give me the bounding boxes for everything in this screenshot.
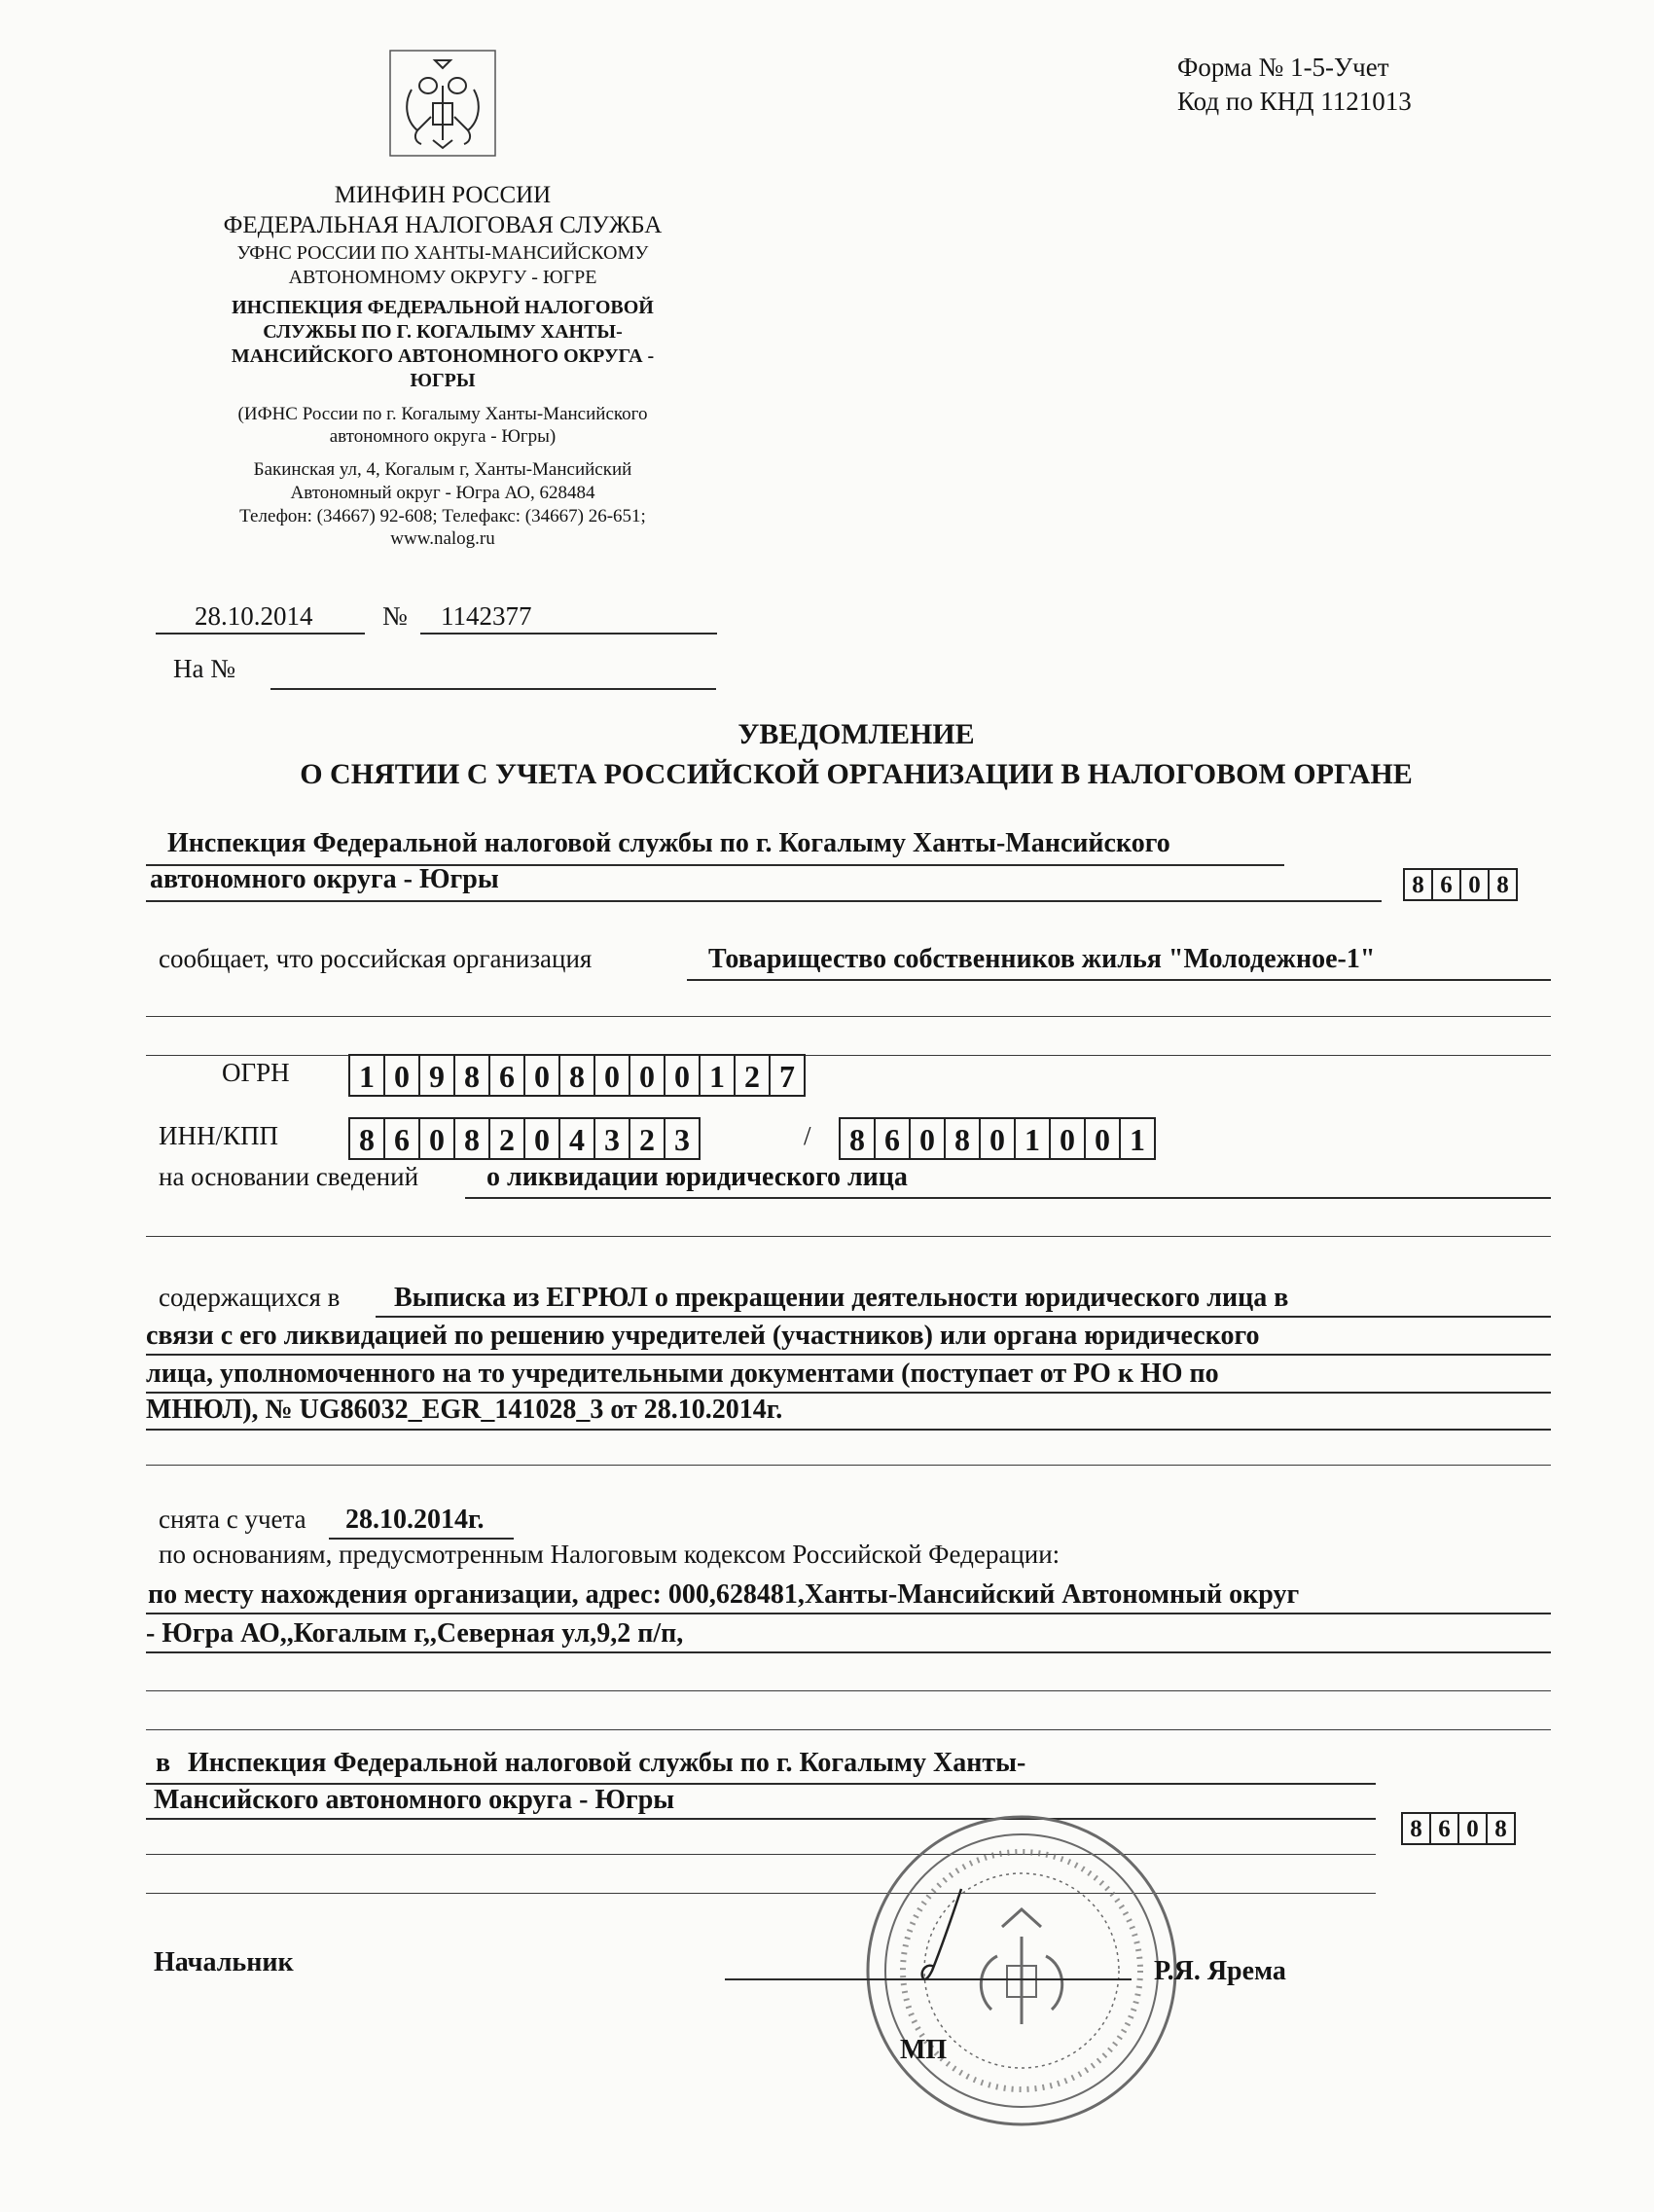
code-digit: 6 [1431, 1814, 1459, 1843]
location-underline [146, 1651, 1551, 1653]
form-code [1177, 51, 1412, 119]
contained-label: содержащихся в [159, 1283, 341, 1312]
kpp-digit: 8 [946, 1119, 981, 1158]
inspection-line: ЮГРЫ [410, 369, 476, 391]
contained-line1: Выписка из ЕГРЮЛ о прекращении деятельности юридического лица в [394, 1283, 1289, 1313]
contained-underline [146, 1429, 1551, 1431]
in-authority-extra-line [146, 1893, 1376, 1894]
reply-underline [270, 688, 716, 690]
in-authority-line1: Инспекция Федеральной налоговой службы по г. Когалыму Ханты- [188, 1748, 1026, 1778]
ogrn-digit: 0 [630, 1056, 665, 1095]
ufns-line: УФНС РОССИИ ПО ХАНТЫ-МАНСИЙСКОМУ [236, 241, 649, 264]
code-digit: 6 [1433, 870, 1461, 899]
ogrn-boxes [348, 1054, 806, 1097]
service-name: ФЕДЕРАЛЬНАЯ НАЛОГОВАЯ СЛУЖБА [223, 212, 663, 239]
location-extra-line [146, 1690, 1551, 1691]
deregistered-label: снята с учета [159, 1505, 306, 1534]
kpp-digit: 1 [1016, 1119, 1051, 1158]
ogrn-digit: 7 [779, 1059, 795, 1094]
kpp-digit: 0 [981, 1119, 1016, 1158]
ogrn-digit: 8 [455, 1056, 490, 1095]
short-name-line: автономного округа - Югры) [329, 426, 557, 448]
basis-extra-line [146, 1236, 1551, 1237]
address-line: www.nalog.ru [390, 528, 495, 550]
form-number: Форма № 1-5-Учет [1177, 53, 1389, 82]
ogrn-digit: 9 [420, 1056, 455, 1095]
ogrn-digit: 0 [595, 1056, 630, 1095]
ogrn-digit: 1 [701, 1056, 736, 1095]
location-underline [146, 1613, 1551, 1614]
code-digit: 8 [1405, 870, 1433, 899]
address-line: Автономный округ - Югра АО, 628484 [290, 482, 595, 503]
coat-of-arms-emblem [384, 47, 501, 162]
contained-line3: лица, уполномоченного на то учредительными документами (поступает от РО к НО по [146, 1359, 1219, 1389]
letter-date: 28.10.2014 [195, 601, 313, 631]
basis-label: на основании сведений [159, 1162, 419, 1191]
code-digit: 8 [1494, 1816, 1507, 1842]
letter-number: 1142377 [441, 601, 532, 631]
contained-extra-line [146, 1465, 1551, 1466]
seal-label: МП [900, 2035, 948, 2065]
contained-line4: МНЮЛ), № UG86032_EGR_141028_3 от 28.10.2014г. [146, 1395, 783, 1425]
inn-digit: 8 [350, 1119, 385, 1158]
inn-digit: 4 [560, 1119, 595, 1158]
basis-underline [465, 1197, 1551, 1199]
inn-digit: 2 [630, 1119, 665, 1158]
kpp-digit: 8 [841, 1119, 876, 1158]
date-underline [156, 633, 365, 635]
ogrn-digit: 0 [525, 1056, 560, 1095]
grounds-text: по основаниям, предусмотренным Налоговым кодексом Российской Федерации: [159, 1540, 1061, 1569]
issuer-header [180, 180, 705, 551]
document-title: УВЕДОМЛЕНИЕ [737, 718, 975, 750]
signer-name: Р.Я. Ярема [1154, 1956, 1286, 1986]
org-name: Товарищество собственников жилья "Молодежное-1" [708, 944, 1376, 974]
ogrn-digit: 0 [665, 1056, 701, 1095]
org-extra-line [146, 1016, 1551, 1017]
kpp-digit: 6 [876, 1119, 911, 1158]
reply-to-label: На № [173, 654, 235, 683]
authority-code-boxes [1403, 868, 1518, 901]
number-underline [420, 633, 717, 635]
address-line: Бакинская ул, 4, Когалым г, Ханты-Мансийский [253, 459, 632, 480]
inn-digit: 3 [595, 1119, 630, 1158]
ministry-name: МИНФИН РОССИИ [334, 182, 552, 208]
org-label: сообщает, что российская организация [159, 944, 593, 973]
inn-digit: 0 [525, 1119, 560, 1158]
kpp-digit: 0 [1051, 1119, 1086, 1158]
code-digit: 8 [1496, 872, 1509, 898]
inspection-line: СЛУЖБЫ ПО Г. КОГАЛЫМУ ХАНТЫ- [263, 320, 623, 343]
knd-code: Код по КНД 1121013 [1177, 87, 1412, 117]
in-authority-code-boxes [1401, 1812, 1516, 1845]
code-digit: 0 [1459, 1814, 1488, 1843]
contained-line2: связи с его ликвидацией по решению учредителей (участников) или органа юридического [146, 1321, 1260, 1351]
inn-digit: 0 [420, 1119, 455, 1158]
code-digit: 0 [1461, 870, 1490, 899]
inspection-line: ИНСПЕКЦИЯ ФЕДЕРАЛЬНОЙ НАЛОГОВОЙ [232, 296, 654, 318]
code-digit: 8 [1403, 1814, 1431, 1843]
org-underline [687, 979, 1551, 981]
in-authority-underline [146, 1818, 1376, 1820]
authority-name-line1: Инспекция Федеральной налоговой службы по г. Когалыму Ханты-Мансийского [167, 828, 1170, 858]
kpp-boxes [839, 1117, 1156, 1160]
location-line1: по месту нахождения организации, адрес: 000,628481,Ханты-Мансийский Автономный округ [148, 1579, 1300, 1610]
in-authority-line2: Мансийского автономного округа - Югры [154, 1785, 675, 1815]
inn-boxes [348, 1117, 701, 1160]
contained-underline [146, 1392, 1551, 1394]
ogrn-digit: 8 [560, 1056, 595, 1095]
location-line2: - Югра АО,,Когалым г,,Северная ул,9,2 п/п, [146, 1618, 684, 1649]
in-authority-extra-line [146, 1854, 1376, 1855]
inn-digit: 2 [490, 1119, 525, 1158]
contained-underline [146, 1354, 1551, 1356]
ogrn-digit: 0 [385, 1056, 420, 1095]
ogrn-digit: 6 [490, 1056, 525, 1095]
ogrn-digit: 1 [350, 1056, 385, 1095]
document-subtitle: О СНЯТИИ С УЧЕТА РОССИЙСКОЙ ОРГАНИЗАЦИИ В НАЛОГОВОМ ОРГАНЕ [300, 758, 1413, 790]
inn-digit: 6 [385, 1119, 420, 1158]
kpp-digit: 0 [911, 1119, 946, 1158]
inspection-line: МАНСИЙСКОГО АВТОНОМНОГО ОКРУГА - [231, 344, 655, 367]
authority-name-line2: автономного округа - Югры [150, 864, 499, 894]
handwritten-signature-icon [905, 1883, 973, 1990]
inn-digit: 8 [455, 1119, 490, 1158]
ogrn-digit: 2 [736, 1056, 771, 1095]
address-line: Телефон: (34667) 92-608; Телефакс: (34667) 26-651; [239, 505, 646, 526]
signer-position: Начальник [154, 1947, 294, 1977]
short-name-line: (ИФНС России по г. Когалыму Ханты-Мансийского [237, 403, 648, 424]
inn-digit: 3 [674, 1122, 690, 1157]
authority-underline [146, 900, 1382, 902]
ogrn-label: ОГРН [222, 1058, 290, 1087]
inn-kpp-label: ИНН/КПП [159, 1121, 279, 1150]
in-authority-prefix: в [156, 1748, 171, 1778]
deregistered-date: 28.10.2014г. [345, 1505, 485, 1535]
number-sign: № [382, 601, 408, 631]
kpp-digit: 1 [1130, 1122, 1145, 1157]
inn-kpp-separator: / [804, 1121, 811, 1150]
ufns-line: АВТОНОМНОМУ ОКРУГУ - ЮГРЕ [288, 266, 597, 288]
location-extra-line [146, 1729, 1551, 1730]
contained-underline [376, 1316, 1551, 1318]
kpp-digit: 0 [1086, 1119, 1121, 1158]
basis-value: о ликвидации юридического лица [486, 1162, 908, 1192]
